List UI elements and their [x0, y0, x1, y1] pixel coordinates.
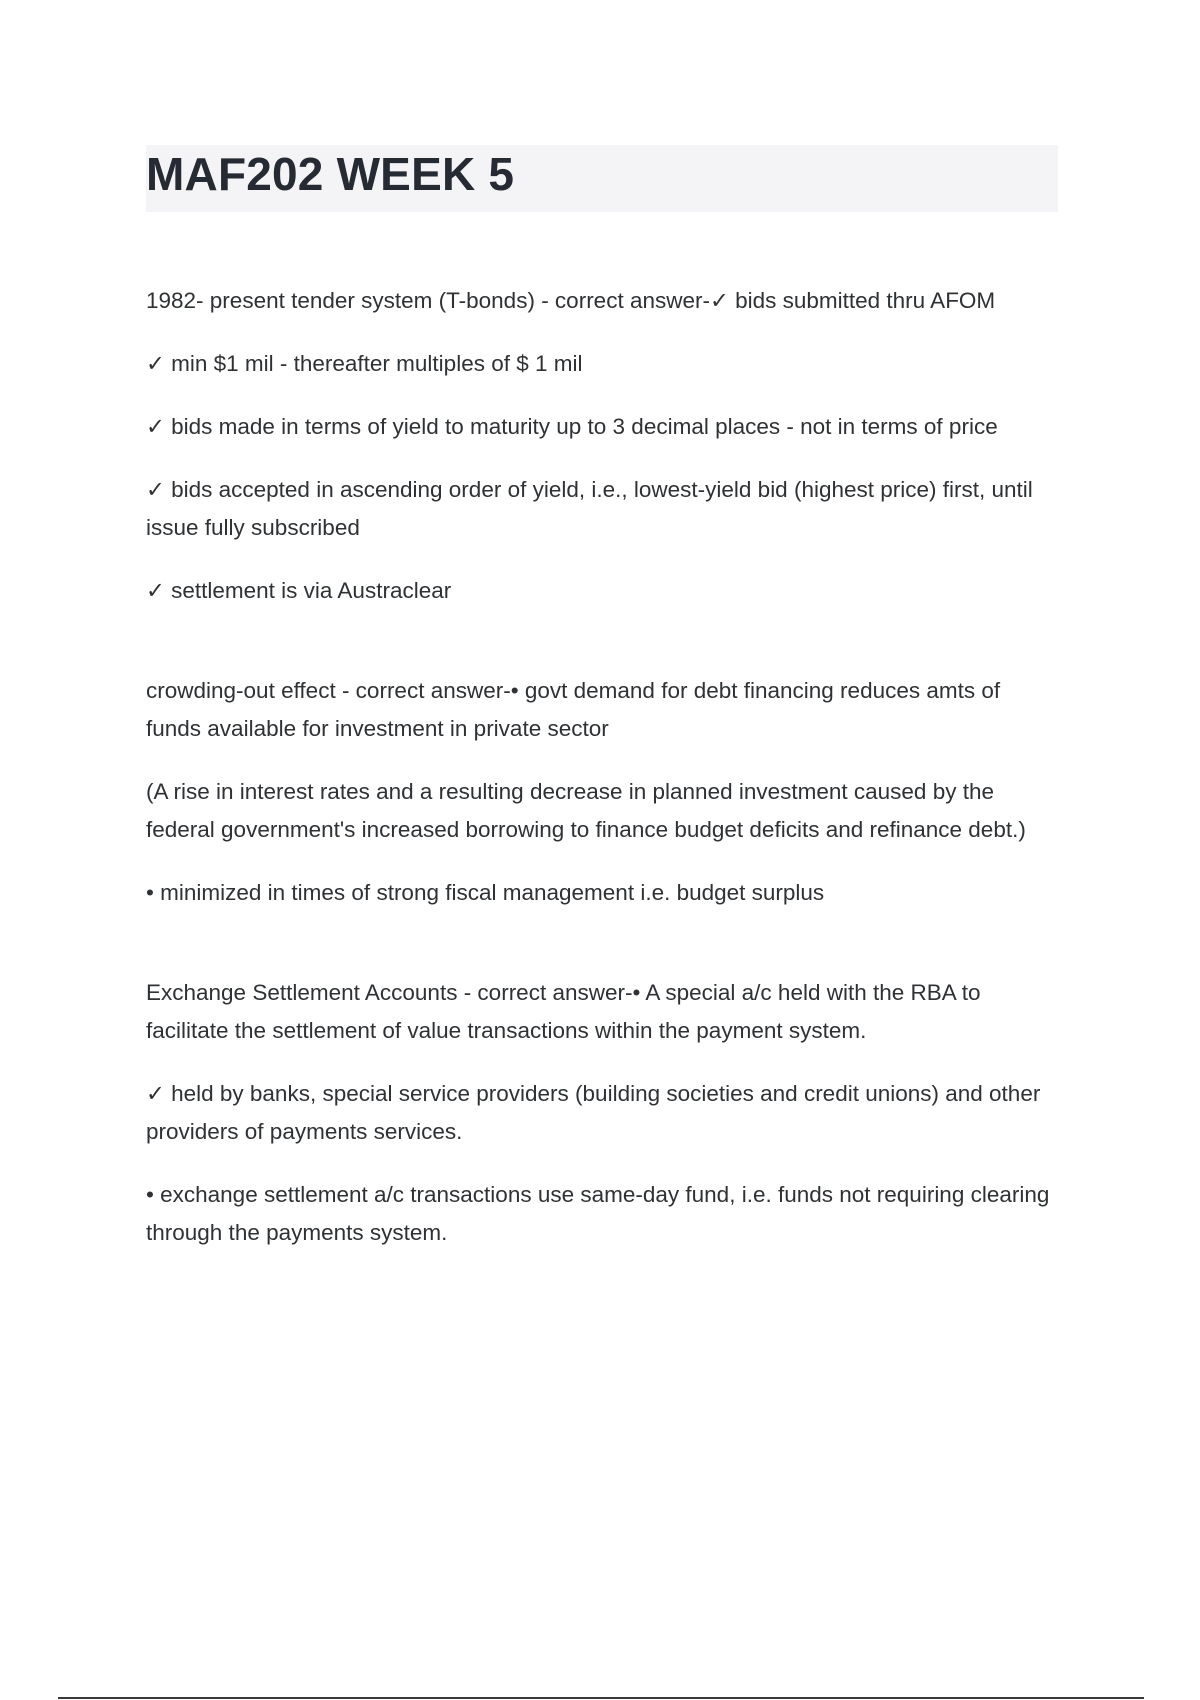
detail-point: ✓ bids made in terms of yield to maturity up to 3 decimal places - not in terms of price: [146, 414, 998, 439]
term-definition: crowding-out effect - correct answer-• govt demand for debt financing reduces amts of funds available for investment in private sector: [146, 678, 1001, 741]
term-definition: 1982- present tender system (T-bonds) - correct answer-✓ bids submitted thru AFOM: [146, 288, 996, 313]
detail-point: ✓ settlement is via Austraclear: [146, 578, 452, 603]
flashcard-entry-tender-system: [146, 282, 1058, 610]
detail-point: • minimized in times of strong fiscal management i.e. budget surplus: [146, 880, 825, 905]
footer-divider: [58, 1697, 1144, 1699]
detail-point: • exchange settlement a/c transactions use same-day fund, i.e. funds not requiring clearing through the payments system.: [146, 1182, 1050, 1245]
detail-point: ✓ bids accepted in ascending order of yield, i.e., lowest-yield bid (highest price) first, until issue fully subscribed: [146, 477, 1033, 540]
page-title: MAF202 WEEK 5: [146, 148, 515, 200]
term-definition: Exchange Settlement Accounts - correct answer-• A special a/c held with the RBA to facilitate the settlement of value transactions within the payment system.: [146, 980, 981, 1043]
flashcard-entry-exchange-settlement: [146, 974, 1058, 1252]
detail-point: ✓ min $1 mil - thereafter multiples of $ 1 mil: [146, 351, 583, 376]
detail-point: (A rise in interest rates and a resulting decrease in planned investment caused by the federal government's increased borrowing to finance budget deficits and refinance debt.): [146, 779, 1026, 842]
flashcard-list: [146, 282, 1058, 1314]
flashcard-entry-crowding-out: [146, 672, 1058, 912]
detail-point: ✓ held by banks, special service providers (building societies and credit unions) and other providers of payments services.: [146, 1081, 1041, 1144]
